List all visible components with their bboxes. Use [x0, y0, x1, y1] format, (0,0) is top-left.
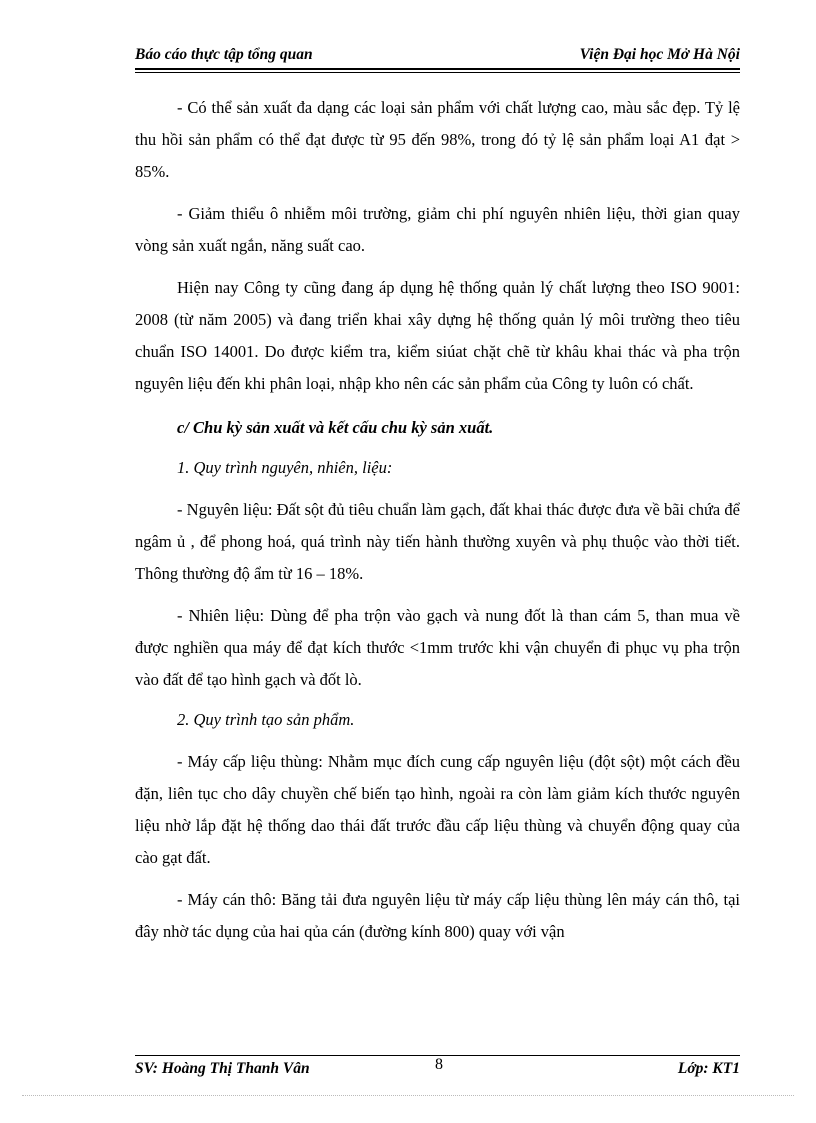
page-footer [135, 1058, 740, 1082]
footer-class: Lớp: KT1 [677, 1060, 740, 1077]
paragraph-feeder-machine: - Máy cấp liệu thùng: Nhằm mục đích cung cấp nguyên liệu (đột sột) một cách đều đặn, liên tục cho dây chuyền chế biến tạo hình, ngoài ra còn làm giảm kích thước nguyên liệu nhờ lắp đặt hệ thống dao thái đất trước đầu cấp liệu thùng và chuyển động quay của cào gạt đất. [135, 752, 740, 867]
paragraph-iso-standards: Hiện nay Công ty cũng đang áp dụng hệ thống quản lý chất lượng theo ISO 9001: 2008 (từ năm 2005) và đang triển khai xây dựng hệ thống quản lý môi trường theo tiêu chuẩn ISO 14001. Do được kiểm tra, kiểm siúat chặt chẽ từ khâu khai thác và pha trộn nguyên liệu đến khi phân loại, nhập kho nên các sản phẩm của Công ty luôn có chất. [135, 278, 740, 393]
footer-student-name: SV: Hoàng Thị Thanh Vân [135, 1060, 310, 1077]
page-bottom-border [22, 1095, 794, 1096]
header-rule-thin [135, 72, 740, 73]
page-body [135, 92, 740, 948]
header-report-title: Báo cáo thực tập tổng quan [135, 46, 313, 63]
subheading-materials-process: 1. Quy trình nguyên, nhiên, liệu: [177, 458, 393, 477]
page-number: 8 [435, 1056, 443, 1073]
section-heading-production-cycle: c/ Chu kỳ sản xuất và kết cấu chu kỳ sản xuất. [177, 418, 494, 437]
paragraph-raw-materials: - Nguyên liệu: Đất sột đủ tiêu chuẩn làm gạch, đất khai thác được đưa về bãi chứa để ngâm ủ , để phong hoá, quá trình này tiến hành thường xuyên và phụ thuộc vào thời tiết. Thông thường độ ẩm từ 16 – 18%. [135, 500, 740, 583]
header-rule-thick [135, 68, 740, 70]
page-header [135, 44, 740, 68]
paragraph-rough-roller: - Máy cán thô: Băng tải đưa nguyên liệu từ máy cấp liệu thùng lên máy cán thô, tại đây nhờ tác dụng của hai qủa cán (đường kính 800) quay với vận [135, 890, 740, 941]
paragraph-fuel: - Nhiên liệu: Dùng để pha trộn vào gạch và nung đốt là than cám 5, than mua về được nghiền qua máy để đạt kích thước <1mm trước khi vận chuyển đi phục vụ pha trộn vào đất để tạo hình gạch và đốt lò. [135, 606, 740, 689]
header-institution: Viện Đại học Mở Hà Nội [579, 46, 740, 63]
paragraph-product-quality: - Có thể sản xuất đa dạng các loại sản phẩm với chất lượng cao, màu sắc đẹp. Tỷ lệ thu hồi sản phẩm có thể đạt được từ 95 đến 98%, trong đó tỷ lệ sản phẩm loại A1 đạt > 85%. [135, 98, 740, 181]
subheading-product-process: 2. Quy trình tạo sản phẩm. [177, 710, 355, 729]
paragraph-environment: - Giảm thiểu ô nhiễm môi trường, giảm chi phí nguyên nhiên liệu, thời gian quay vòng sản xuất ngắn, năng suất cao. [135, 204, 740, 255]
